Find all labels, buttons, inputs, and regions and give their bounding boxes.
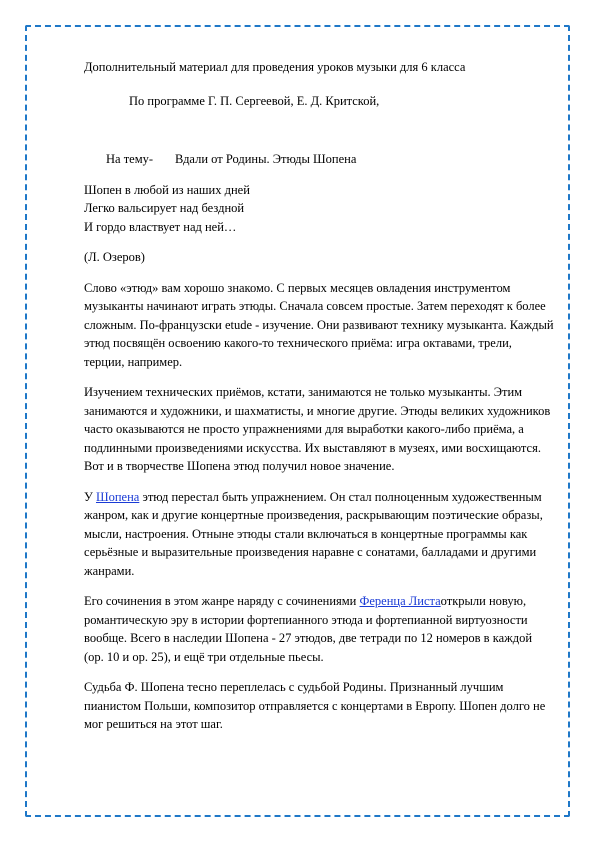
chopin-link[interactable]: Шопена bbox=[95, 489, 140, 504]
topic-label: На тему- bbox=[106, 152, 154, 166]
document-heading: Дополнительный материал для проведения уроков музыки для 6 класса bbox=[84, 60, 466, 74]
lesson-topic bbox=[106, 150, 554, 169]
epigraph-author: (Л. Озеров) bbox=[84, 250, 145, 264]
epigraph-verse bbox=[84, 181, 554, 237]
verse-line: Шопен в любой из наших дней bbox=[84, 182, 250, 197]
document-body bbox=[84, 58, 554, 746]
paragraph-chopin-etude: У Шопена этюд перестал быть упражнением. Он стал полноценным художественным жанром, как и другие концертные произведения, раскрывающим поэтические образы, мысли, настроения. Отныне этюды стали включаться в концертные программы как серьёзные и выразительные произведения наравне с сонатами, балладами и другими жанрами. bbox=[84, 489, 543, 578]
topic-title: Вдали от Родины. Этюды Шопена bbox=[175, 152, 357, 166]
verse-line: И гордо властвует над ней… bbox=[84, 219, 237, 234]
liszt-link[interactable]: Ференца Листа bbox=[359, 594, 441, 608]
paragraph-liszt: Его сочинения в этом жанре наряду с сочинениями Ференца Листаоткрыли новую, романтическую эру в истории фортепианного этюда и фортепианной виртуозности вообще. Всего в наследии Шопена - 27 этюдов, две тетради по 12 номеров в каждой (ор. 10 и ор. 25), и ещё три отдельные пьесы. bbox=[84, 594, 533, 664]
paragraph-technique: Изучением технических приёмов, кстати, занимаются не только музыканты. Этим занимаются и художники, и шахматисты, и многие другие. Этюды великих художников часто оказываются не просто упражнениями для выработки какого-либо приёма, а подлинными произведениями искусства. Их выставляют в музеях, ими восхищаются. Вот и в творчестве Шопена этюд получил новое значение. bbox=[84, 385, 551, 473]
paragraph-chopin-fate: Судьба Ф. Шопена тесно переплелась с судьбой Родины. Признанный лучшим пианистом Польши, композитор отправляется с концертами в Европу. Шопен долго не мог решиться на этот шаг. bbox=[84, 680, 546, 731]
program-subheading: По программе Г. П. Сергеевой, Е. Д. Критской, bbox=[129, 93, 380, 108]
verse-line: Легко вальсирует над бездной bbox=[84, 201, 245, 215]
paragraph-etude-intro: Слово «этюд» вам хорошо знакомо. С первых месяцев овладения инструментом музыканты начинают играть этюды. Сначала совсем простые. Затем переходят к более сложным. По-французски etude - изучение. Они развивают технику музыканта. Каждый этюд посвящён освоению какого-то технического приёма: игра октавами, трели, терции, например. bbox=[84, 280, 554, 369]
